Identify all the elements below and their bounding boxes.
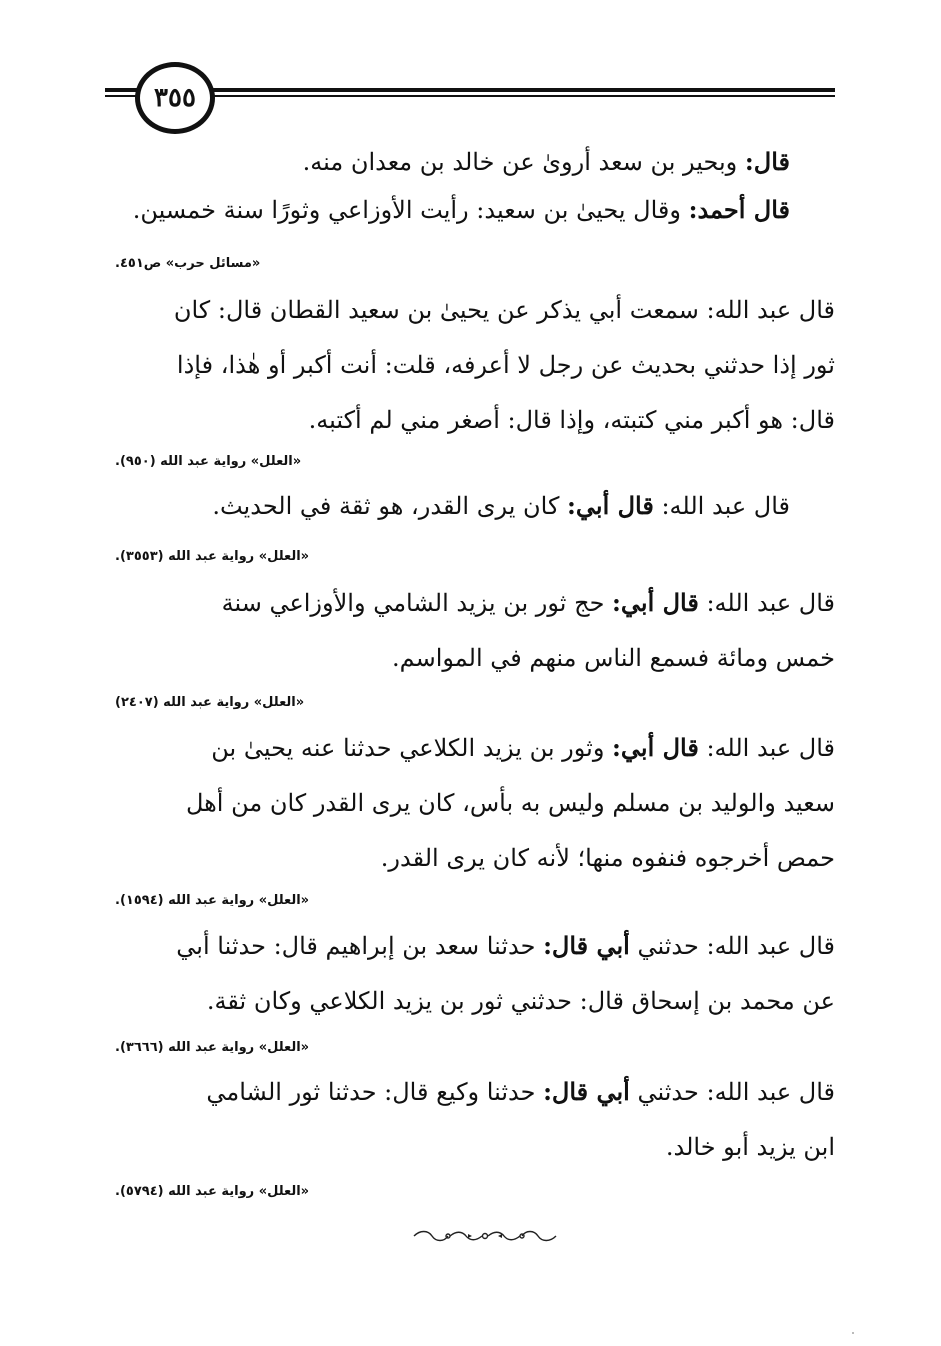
line (115, 918, 835, 974)
paragraph-text: قال عبد الله: حدثني (629, 932, 835, 960)
line: ثور إذا حدثني بحديث عن رجل لا أعرفه، قلت: أنت أكبر أو هٰذا، فإذا (176, 351, 835, 379)
speaker-label: قال أحمد: (688, 195, 790, 224)
paragraph-text: كان يرى القدر، هو ثقة في الحديث. (212, 492, 568, 520)
paragraph-text: حدثنا وكيع قال: حدثنا ثور الشامي (206, 1078, 544, 1106)
paragraph-4 (115, 484, 790, 528)
page-header (105, 58, 835, 142)
floral-divider-icon (410, 1228, 560, 1244)
paragraph-text: قال عبد الله: (698, 734, 835, 762)
line: سعيد والوليد بن مسلم وليس به بأس، كان يرى القدر كان من أهل (185, 789, 835, 817)
source-citation: «العلل» رواية عبد الله (٥٧٩٤). (115, 1184, 310, 1199)
paragraph-5 (115, 575, 835, 686)
speaker-label: قال أبي: (612, 733, 699, 762)
paragraph-text: قال عبد الله: حدثني (629, 1078, 835, 1106)
paragraph-text: حج ثور بن يزيد الشامي والأوزاعي سنة (221, 589, 613, 617)
line: عن محمد بن إسحاق قال: حدثني ثور بن يزيد الكلاعي وكان ثقة. (206, 987, 835, 1015)
line: خمس ومائة فسمع الناس منهم في المواسم. (392, 644, 835, 672)
source-citation: «العلل» رواية عبد الله (٣٥٥٣). (115, 549, 310, 564)
paragraph-6 (115, 720, 835, 886)
scan-speck (852, 1332, 854, 1334)
paragraph-8 (115, 1064, 835, 1175)
paragraph-text: حدثنا سعد بن إبراهيم قال: حدثنا أبي (176, 932, 544, 960)
line: ابن يزيد أبو خالد. (665, 1133, 835, 1161)
line (115, 720, 835, 776)
source-citation: «مسائل حرب» ص٤٥١. (115, 256, 261, 271)
paragraph-text: قال عبد الله: (653, 492, 790, 520)
paragraph-7 (115, 918, 835, 1029)
line: حمص أخرجوه فنفوه منها؛ لأنه كان يرى القدر. (380, 844, 835, 872)
source-citation: «العلل» رواية عبد الله (٩٥٠). (115, 454, 302, 469)
speaker-label: قال: (744, 147, 790, 176)
speaker-label: قال أبي: (612, 588, 699, 617)
source-citation: «العلل» رواية عبد الله (١٥٩٤). (115, 893, 310, 908)
speaker-label: أبي قال: (543, 931, 630, 960)
source-citation: «العلل» رواية عبد الله (٢٤٠٧) (115, 695, 305, 710)
line: قال عبد الله: سمعت أبي يذكر عن يحيىٰ بن سعيد القطان قال: كان (173, 296, 835, 324)
source-citation: «العلل» رواية عبد الله (٣٦٦٦). (115, 1040, 310, 1055)
paragraph-text: قال عبد الله: (698, 589, 835, 617)
paragraph-text: وقال يحيىٰ بن سعيد: رأيت الأوزاعي وثورًا سنة خمسين. (132, 196, 689, 224)
line (115, 1064, 835, 1120)
paragraph-text: وثور بن يزيد الكلاعي حدثنا عنه يحيىٰ بن (211, 734, 613, 762)
page-number: ٣٥٥ (154, 83, 196, 113)
page-number-badge (135, 62, 215, 134)
speaker-label: أبي قال: (543, 1077, 630, 1106)
line: قال: هو أكبر مني كتبته، وإذا قال: أصغر مني لم أكتبه. (308, 406, 835, 434)
speaker-label: قال أبي: (567, 491, 654, 520)
paragraph-2 (115, 188, 790, 232)
paragraph-3 (115, 283, 835, 448)
paragraph-text: وبحير بن سعد أروىٰ عن خالد بن معدان منه. (302, 148, 745, 176)
paragraph-1 (115, 140, 790, 184)
line (115, 575, 835, 631)
